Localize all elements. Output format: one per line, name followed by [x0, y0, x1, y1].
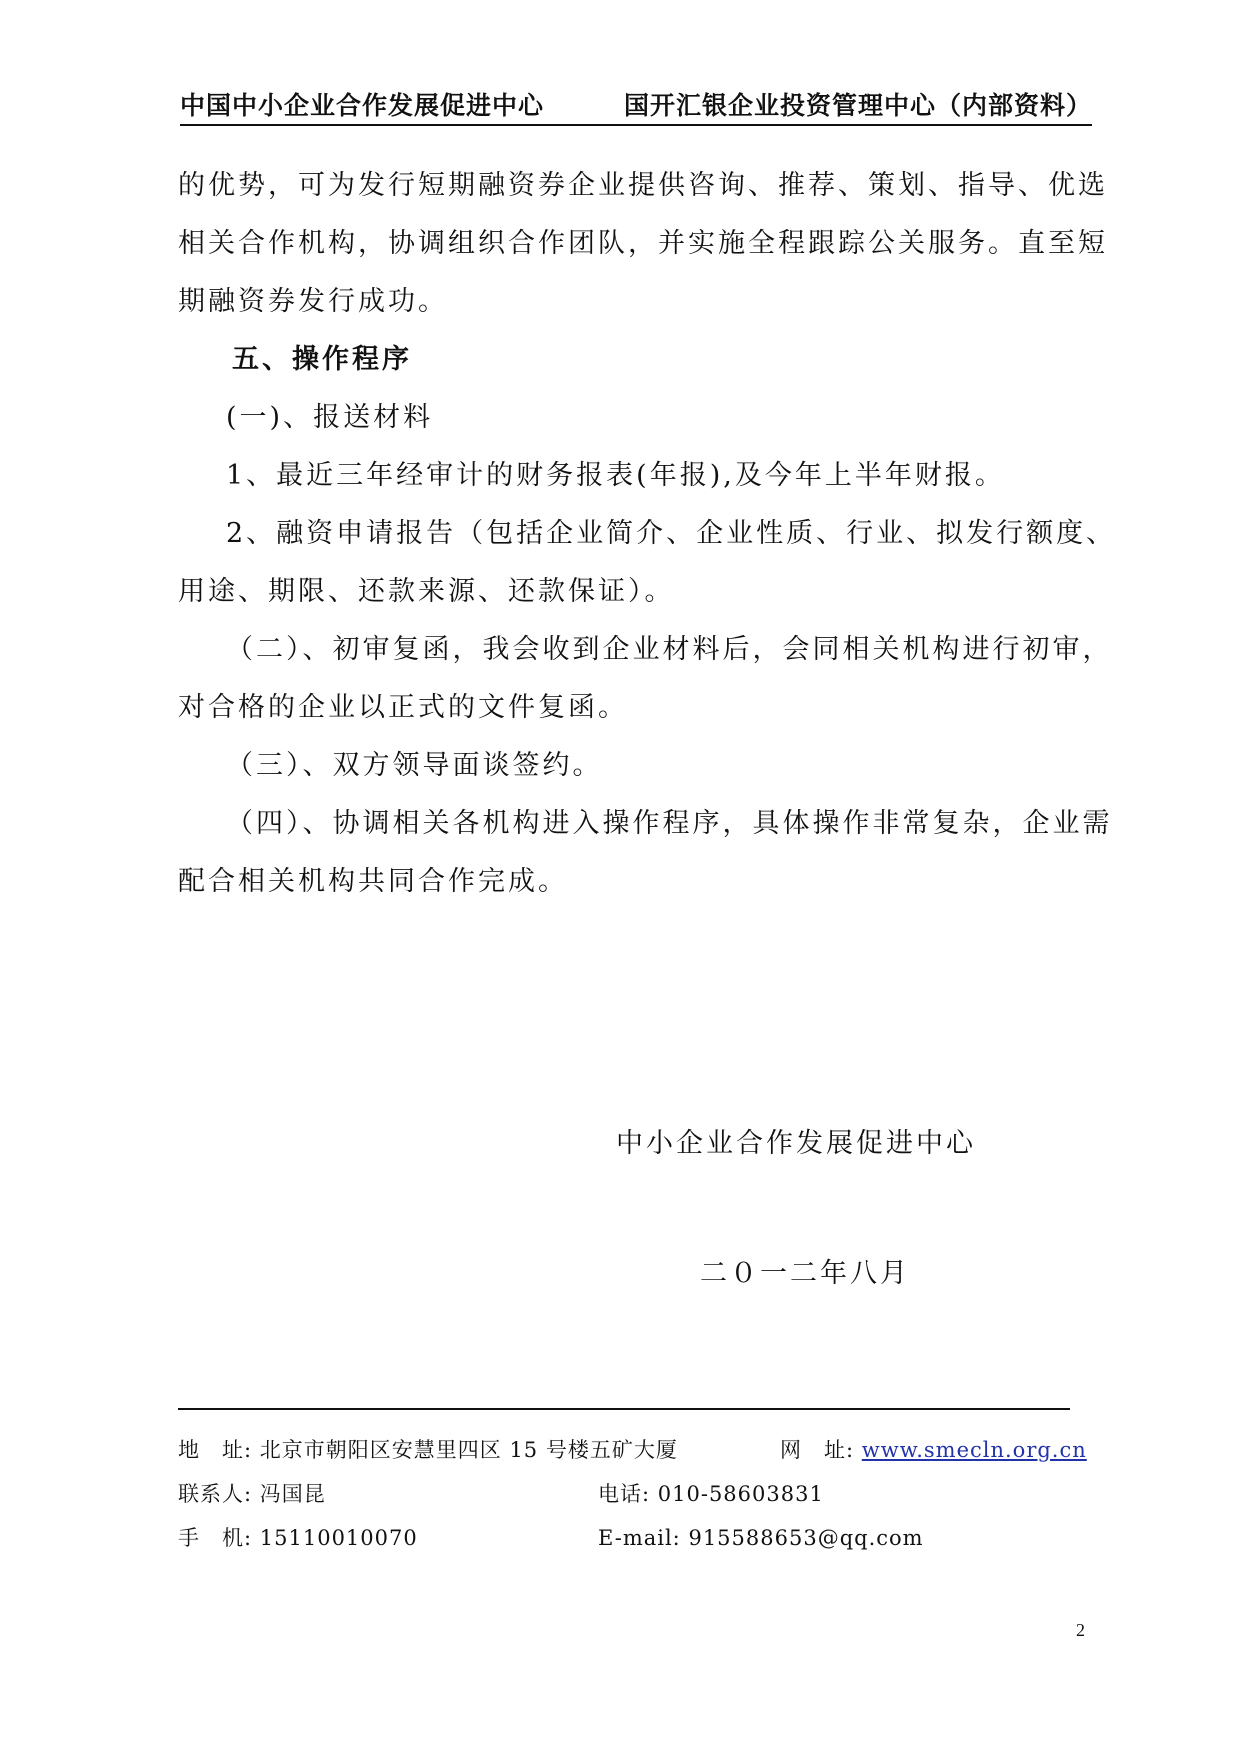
footer-row-mobile: [178, 1516, 1070, 1560]
mobile-label: 手 机:: [178, 1526, 253, 1550]
email-label: E-mail:: [598, 1526, 681, 1550]
email-value: 915588653@qq.com: [688, 1526, 924, 1550]
website-link[interactable]: www.smecln.org.cn: [861, 1438, 1087, 1462]
list-item: 1、最近三年经审计的财务报表(年报),及今年上半年财报。: [226, 460, 1005, 491]
list-item: 2、融资申请报告（包括企业简介、企业性质、行业、拟发行额度、: [226, 518, 1117, 549]
website-label: 网 址:: [780, 1438, 855, 1462]
paragraph-line: 期融资券发行成功。: [178, 286, 448, 317]
footer-row-contact: [178, 1472, 1070, 1516]
email-group: [598, 1516, 924, 1560]
document-date: 二０一二年八月: [700, 1258, 910, 1289]
contact-label: 联系人:: [178, 1482, 253, 1506]
footer-divider: [178, 1408, 1070, 1410]
phone-value: 010-58603831: [657, 1482, 824, 1506]
phone-group: [598, 1472, 824, 1516]
paragraph-line: 配合相关机构共同合作完成。: [178, 866, 568, 897]
footer-row-address: [178, 1428, 1087, 1472]
subsection-heading: (一)、报送材料: [226, 402, 434, 433]
contact-value: 冯国昆: [259, 1482, 326, 1506]
paragraph-line: 相关合作机构，协调组织合作团队，并实施全程跟踪公关服务。直至短: [178, 228, 1108, 259]
subsection-item: （四）、协调相关各机构进入操作程序，具体操作非常复杂，企业需: [226, 808, 1113, 839]
page-footer: [178, 1428, 1087, 1560]
subsection-item: （三）、双方领导面谈签约。: [226, 750, 603, 781]
document-body: [178, 157, 1117, 911]
page-header: [180, 86, 1092, 126]
mobile-value: 15110010070: [259, 1526, 418, 1550]
website-group: [780, 1428, 1087, 1472]
subsection-item: （二）、初审复函，我会收到企业材料后，会同相关机构进行初审，: [226, 634, 1113, 665]
paragraph-line: 用途、期限、还款来源、还款保证）。: [178, 576, 675, 607]
header-org-right: 国开汇银企业投资管理中心（内部资料）: [623, 91, 1092, 120]
signature-org: 中小企业合作发展促进中心: [616, 1128, 976, 1159]
header-org-left: 中国中小企业合作发展促进中心: [180, 91, 545, 120]
address-value: 北京市朝阳区安慧里四区 15 号楼五矿大厦: [259, 1438, 678, 1462]
section-heading: 五、操作程序: [232, 344, 412, 375]
paragraph-line: 对合格的企业以正式的文件复函。: [178, 692, 628, 723]
phone-label: 电话:: [598, 1482, 651, 1506]
page-number: 2: [1076, 1620, 1085, 1640]
address-label: 地 址:: [178, 1438, 253, 1462]
paragraph-line: 的优势，可为发行短期融资券企业提供咨询、推荐、策划、指导、优选: [178, 170, 1108, 201]
